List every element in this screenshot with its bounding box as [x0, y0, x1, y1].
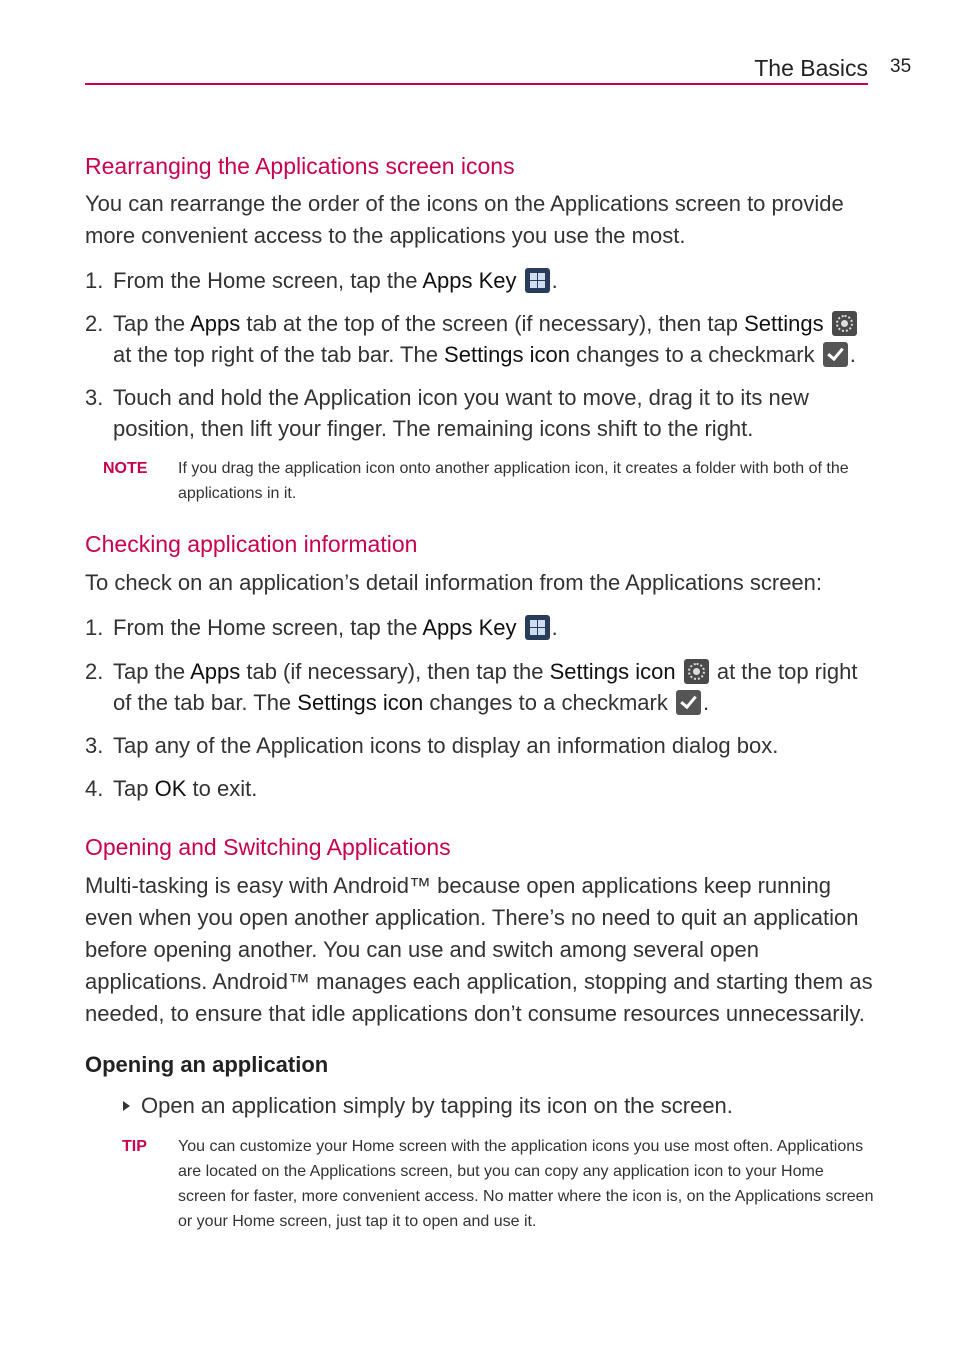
step-emphasis: Settings icon	[297, 690, 424, 715]
step-emphasis: Settings icon	[444, 342, 571, 367]
step-number: 1.	[85, 615, 104, 640]
step-text: Tap any of the Application icons to display an information dialog box.	[113, 733, 779, 758]
step-emphasis: Apps	[190, 659, 241, 684]
subsection-title: Opening an application	[85, 1052, 329, 1077]
step-item	[85, 656, 875, 718]
step-text: at the top right of the tab bar. The	[113, 659, 858, 715]
step-number: 3.	[85, 385, 104, 410]
page-header	[85, 50, 868, 85]
header-title: The Basics	[754, 55, 868, 81]
tip-text: You can customize your Home screen with the application icons you use most often. Applications are located on the Applications screen, but you can copy any application icon to your Home screen for faster, more convenient access. No matter where the icon is, on the Applications screen or your Home screen, just tap it to open and use it.	[178, 1138, 874, 1230]
tip-box	[85, 1134, 875, 1234]
gear-icon	[684, 659, 709, 684]
step-number: 2.	[85, 311, 104, 336]
step-emphasis: Settings icon	[549, 659, 676, 684]
step-text: changes to a checkmark	[570, 342, 821, 367]
step-text: From the Home screen, tap the	[113, 268, 423, 293]
step-text: .	[702, 690, 710, 715]
step-text: at the top right of the tab bar. The	[113, 342, 445, 367]
apps-grid-icon	[525, 615, 550, 640]
apps-grid-icon	[525, 268, 550, 293]
section-title-rearranging: Rearranging the Applications screen icons	[85, 153, 515, 179]
note-box	[85, 456, 875, 506]
bullet-text: Open an application simply by tapping its icon on the screen.	[141, 1093, 733, 1118]
step-text: tab at the top of the screen (if necessary), then tap	[240, 311, 745, 336]
step-item	[85, 773, 875, 804]
step-emphasis: Apps Key	[422, 615, 517, 640]
gear-icon	[832, 311, 857, 336]
step-text: Tap	[113, 776, 155, 801]
page-number: 35	[890, 56, 912, 77]
checkmark-icon	[823, 342, 848, 367]
steps-list	[85, 612, 875, 804]
step-emphasis: OK	[154, 776, 187, 801]
step-item	[85, 612, 875, 643]
step-text: tab (if necessary), then tap the	[240, 659, 550, 684]
bullet-item	[85, 1090, 875, 1122]
step-text: From the Home screen, tap the	[113, 615, 423, 640]
step-number: 1.	[85, 268, 104, 293]
step-number: 2.	[85, 659, 104, 684]
section-title-checking: Checking application information	[85, 531, 418, 557]
step-text: .	[551, 268, 558, 293]
step-number: 3.	[85, 733, 104, 758]
checkmark-icon	[676, 690, 701, 715]
step-text: .	[849, 342, 856, 367]
section-title-opening-switching: Opening and Switching Applications	[85, 834, 451, 860]
tip-label: TIP	[122, 1138, 147, 1155]
step-item	[85, 265, 875, 296]
step-text: Touch and hold the Application icon you want to move, drag it to its new position, then lift your finger. The remaining icons shift to the right.	[113, 385, 809, 441]
steps-list	[85, 265, 875, 444]
section-intro: You can rearrange the order of the icons on the Applications screen to provide more convenient access to the applications you use the most.	[85, 191, 844, 248]
step-item	[85, 382, 875, 444]
step-emphasis: Settings	[744, 311, 824, 336]
step-emphasis: Apps	[190, 311, 241, 336]
step-text: to exit.	[186, 776, 258, 801]
step-number: 4.	[85, 776, 104, 801]
note-text: If you drag the application icon onto another application icon, it creates a folder with both of the applications in it.	[178, 460, 849, 502]
note-label: NOTE	[103, 460, 148, 477]
step-item	[85, 730, 875, 761]
step-emphasis: Apps Key	[422, 268, 517, 293]
step-text: Tap the	[113, 659, 191, 684]
step-text: changes to a checkmark	[423, 690, 674, 715]
section-intro: To check on an application’s detail information from the Applications screen:	[85, 570, 823, 595]
page-content	[85, 150, 875, 1234]
section-intro: Multi-tasking is easy with Android™ because open applications keep running even when you open another application. There’s no need to quit an application before opening another. You can use and switch among several open applications. Android™ manages each application, stopping and starting them as needed, to ensure that idle applications don’t consume resources unnecessarily.	[85, 873, 873, 1026]
step-text: Tap the	[113, 311, 191, 336]
step-text: .	[551, 615, 558, 640]
triangle-bullet-icon	[123, 1101, 130, 1111]
step-item	[85, 308, 875, 370]
